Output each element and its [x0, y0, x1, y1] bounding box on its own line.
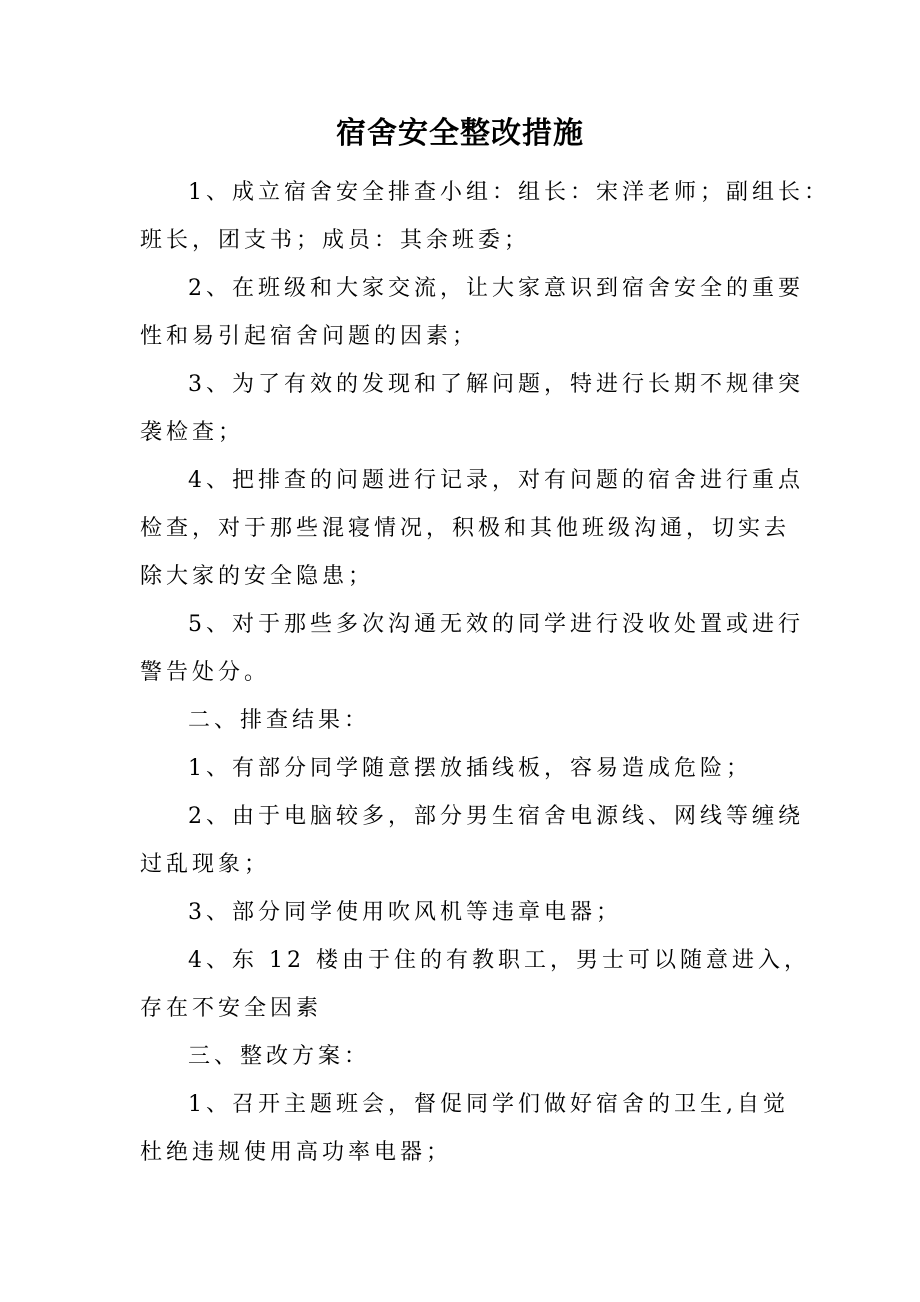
paragraph-line: 袭检查； — [140, 420, 245, 445]
paragraph-line: 1、有部分同学随意摆放插线板，容易造成危险； — [188, 756, 752, 781]
paragraph-line: 杜绝违规使用高功率电器； — [140, 1140, 453, 1165]
paragraph-line: 5、对于那些多次沟通无效的同学进行没收处置或进行 — [188, 612, 804, 637]
paragraph-line: 检查，对于那些混寝情况，积极和其他班级沟通，切实去 — [140, 516, 791, 541]
paragraph-line: 过乱现象； — [140, 852, 271, 877]
section-heading: 三、整改方案： — [188, 1044, 371, 1069]
paragraph-line: 性和易引起宿舍问题的因素； — [140, 324, 479, 349]
paragraph-line: 4、东 12 楼由于住的有教职工，男士可以随意进入， — [188, 948, 810, 973]
paragraph-line: 除大家的安全隐患； — [140, 564, 375, 589]
paragraph-line: 班长，团支书；成员：其余班委； — [140, 228, 531, 253]
section-heading: 二、排查结果： — [188, 708, 371, 733]
paragraph-line: 4、把排查的问题进行记录，对有问题的宿舍进行重点 — [188, 468, 804, 493]
paragraph-line: 2、在班级和大家交流，让大家意识到宿舍安全的重要 — [188, 276, 804, 301]
paragraph-line: 警告处分。 — [140, 660, 271, 685]
paragraph-line: 3、为了有效的发现和了解问题，特进行长期不规律突 — [188, 372, 804, 397]
paragraph-line: 2、由于电脑较多，部分男生宿舍电源线、网线等缠绕 — [188, 804, 804, 829]
paragraph-line: 1、召开主题班会，督促同学们做好宿舍的卫生,自觉 — [188, 1092, 789, 1117]
document-title: 宿舍安全整改措施 — [336, 116, 584, 151]
paragraph-line: 3、部分同学使用吹风机等违章电器； — [188, 900, 622, 925]
paragraph-line: 1、成立宿舍安全排查小组：组长：宋洋老师；副组长： — [188, 180, 830, 205]
paragraph-line: 存在不安全因素 — [140, 996, 323, 1021]
